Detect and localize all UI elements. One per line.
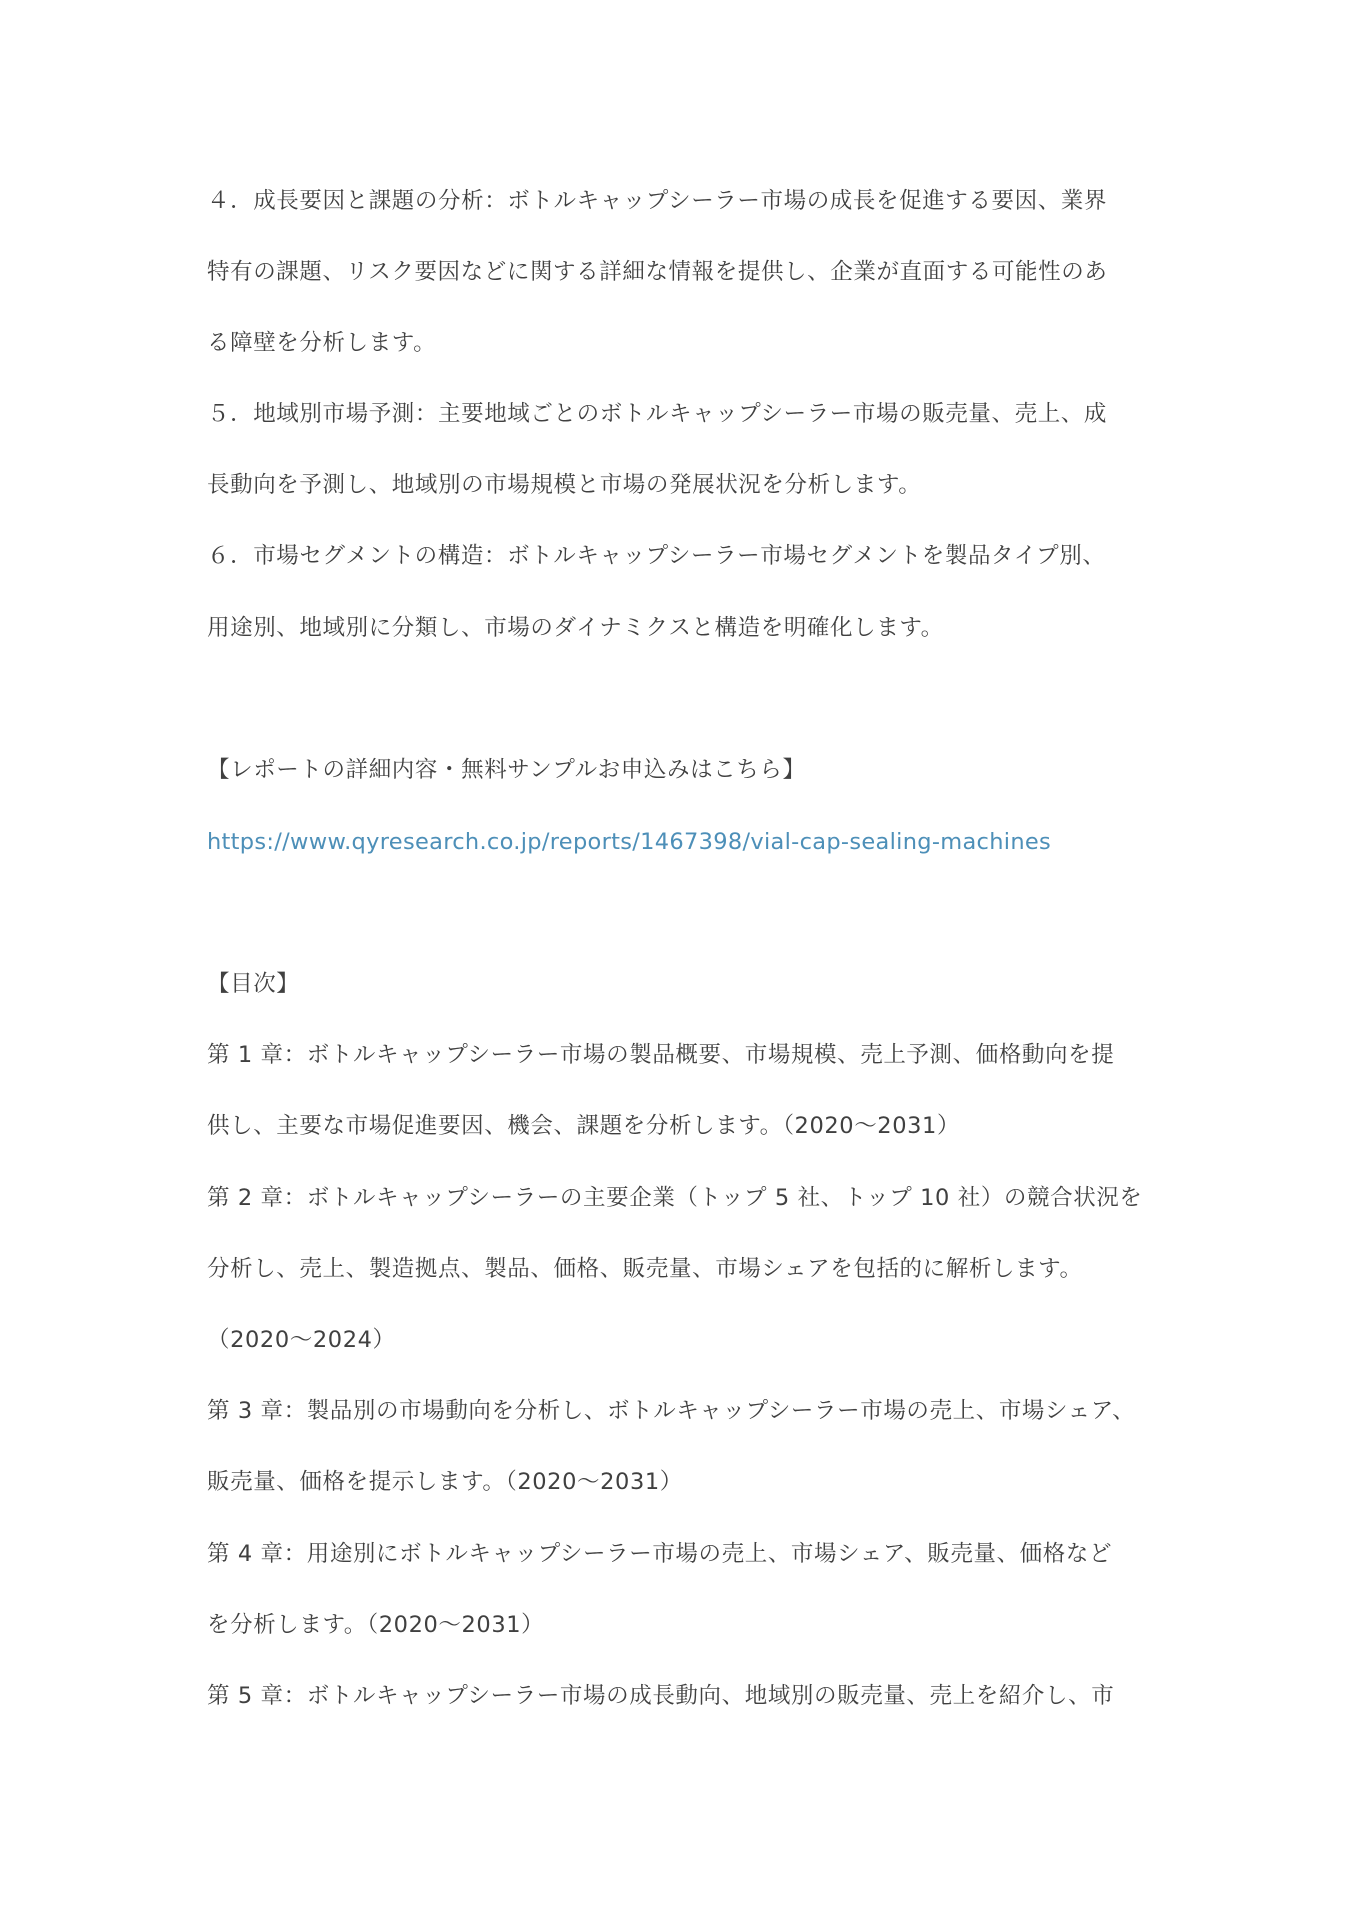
analysis-item-5-line-1: ５．地域別市場予測：主要地域ごとのボトルキャップシーラー市場の販売量、売上、成 bbox=[207, 401, 1108, 427]
toc-chapter-1-line-2: 供し、主要な市場促進要因、機会、課題を分析します。（2020～2031） bbox=[207, 1113, 961, 1139]
toc-chapter-1-line-1: 第 1 章：ボトルキャップシーラー市場の製品概要、市場規模、売上予測、価格動向を提 bbox=[207, 1042, 1115, 1068]
analysis-item-6-line-1: ６．市場セグメントの構造：ボトルキャップシーラー市場セグメントを製品タイプ別、 bbox=[207, 543, 1106, 569]
analysis-item-4-line-3: る障壁を分析します。 bbox=[207, 330, 437, 356]
toc-heading: 【目次】 bbox=[207, 971, 300, 997]
toc-chapter-4-line-2: を分析します。（2020～2031） bbox=[207, 1612, 545, 1638]
analysis-item-4-line-2: 特有の課題、リスク要因などに関する詳細な情報を提供し、企業が直面する可能性のあ bbox=[207, 259, 1108, 285]
analysis-item-5-line-2: 長動向を予測し、地域別の市場規模と市場の発展状況を分析します。 bbox=[207, 472, 922, 498]
analysis-item-4-line-1: ４．成長要因と課題の分析：ボトルキャップシーラー市場の成長を促進する要因、業界 bbox=[207, 188, 1108, 214]
toc-chapter-3-line-1: 第 3 章：製品別の市場動向を分析し、ボトルキャップシーラー市場の売上、市場シェア、 bbox=[207, 1398, 1136, 1424]
toc-chapter-4-line-1: 第 4 章：用途別にボトルキャップシーラー市場の売上、市場シェア、販売量、価格など bbox=[207, 1541, 1113, 1567]
report-link-heading: 【レポートの詳細内容・無料サンプルお申込みはこちら】 bbox=[207, 757, 806, 783]
toc-chapter-5-line-1: 第 5 章：ボトルキャップシーラー市場の成長動向、地域別の販売量、売上を紹介し、市 bbox=[207, 1683, 1115, 1709]
toc-chapter-2-line-1: 第 2 章：ボトルキャップシーラーの主要企業（トップ 5 社、トップ 10 社）の競合状況を bbox=[207, 1185, 1143, 1211]
report-url-link[interactable]: https://www.qyresearch.co.jp/reports/1467398/vial-cap-sealing-machines bbox=[207, 829, 1052, 855]
toc-chapter-2-line-3: （2020～2024） bbox=[207, 1327, 396, 1353]
analysis-item-6-line-2: 用途別、地域別に分類し、市場のダイナミクスと構造を明確化します。 bbox=[207, 615, 944, 641]
toc-chapter-2-line-2: 分析し、売上、製造拠点、製品、価格、販売量、市場シェアを包括的に解析します。 bbox=[207, 1256, 1083, 1282]
toc-chapter-3-line-2: 販売量、価格を提示します。（2020～2031） bbox=[207, 1469, 683, 1495]
